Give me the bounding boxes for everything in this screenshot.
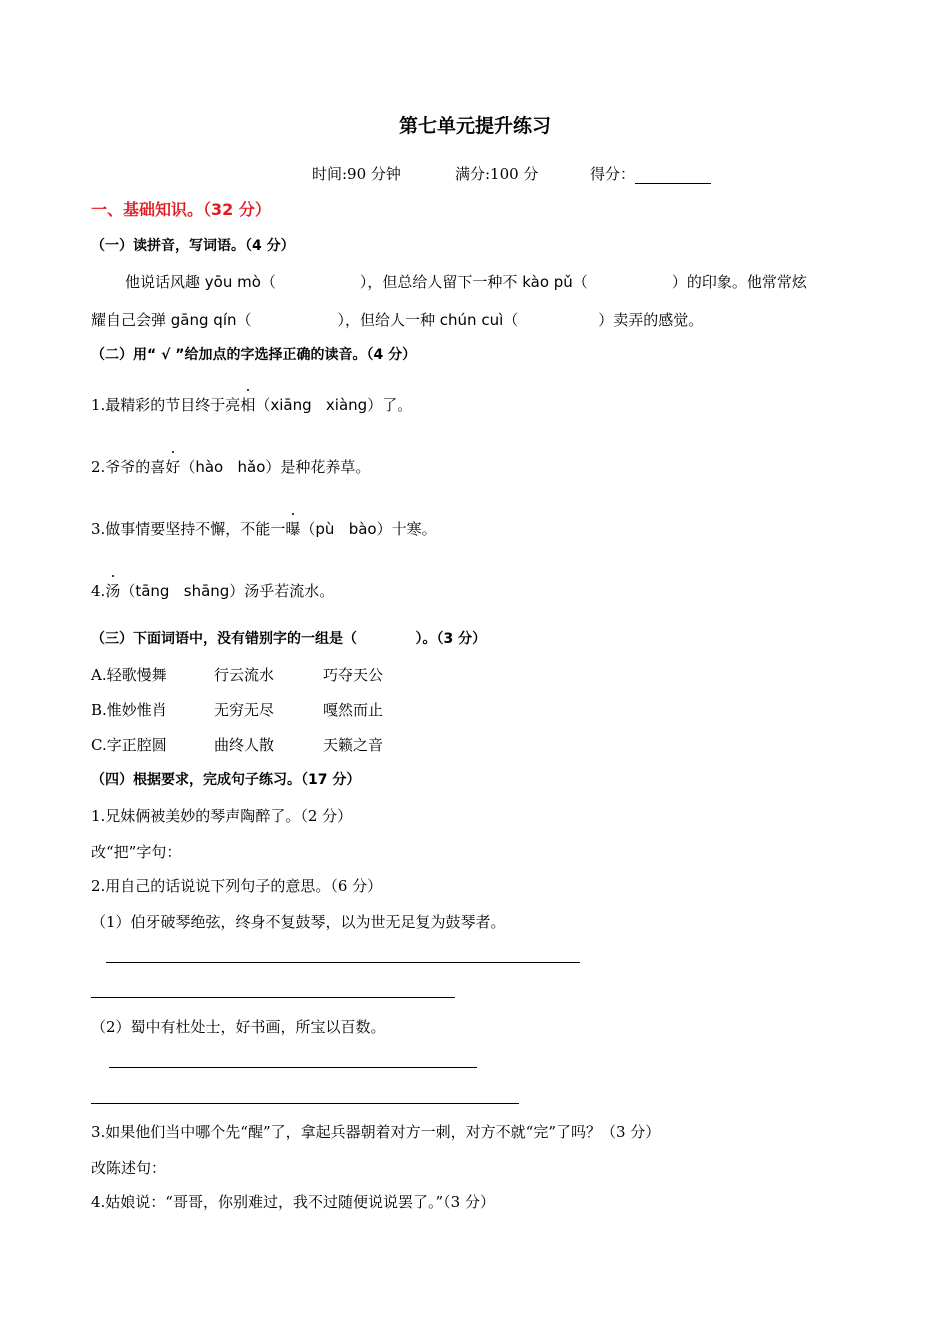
answer-line[interactable] — [91, 997, 455, 998]
dotted-char: 好 — [165, 458, 181, 476]
reading-item-4: 4.汤（tāng shāng）汤乎若流水。 — [91, 582, 335, 600]
section-heading: 一、基础知识。（32 分） — [91, 200, 271, 219]
dotted-char: 曝 — [285, 520, 301, 538]
pinyin-kao-pu: kào pǔ — [522, 273, 573, 291]
pinyin-you-mo: yōu mò — [204, 273, 261, 291]
question-2-sentence-2: （2）蜀中有杜处士，好书画，所宝以百数。 — [91, 1018, 386, 1036]
part3-heading: （三）下面词语中，没有错别字的一组是（ ）。（3 分） — [91, 631, 487, 647]
reading-item-1: 1.最精彩的节目终于亮相（xiāng xiàng）了。 — [91, 396, 413, 414]
page-title: 第七单元提升练习 — [398, 115, 551, 137]
question-1: 1.兄妹俩被美妙的琴声陶醉了。（2 分） — [91, 807, 353, 825]
part2-heading: （二）用“ √ ”给加点的字选择正确的读音。（4 分） — [91, 347, 417, 363]
reading-item-3: 3.做事情要坚持不懈，不能一曝（pù bào）十寒。 — [91, 520, 437, 538]
pinyin-gang-qin: gāng qín — [170, 311, 237, 329]
answer-line[interactable] — [106, 962, 580, 963]
question-3-prompt: 改陈述句： — [91, 1159, 167, 1177]
question-1-prompt: 改“把”字句： — [91, 843, 182, 861]
full-score-label: 满分:100 分 — [455, 165, 539, 183]
option-b: B.惟妙惟肖 无穷无尽 嘎然而止 — [91, 701, 384, 719]
answer-line[interactable] — [91, 1103, 519, 1104]
answer-line[interactable] — [109, 1067, 477, 1068]
part4-heading: （四）根据要求，完成句子练习。（17 分） — [91, 772, 361, 788]
question-2: 2.用自己的话说说下列句子的意思。（6 分） — [91, 877, 383, 895]
option-c: C.字正腔圆 曲终人散 天籁之音 — [91, 736, 384, 754]
option-letter: C. — [91, 736, 107, 754]
dotted-char: 汤 — [105, 582, 121, 600]
reading-item-2: 2.爷爷的喜好（hào hǎo）是种花养草。 — [91, 458, 371, 476]
score-field: 得分： — [590, 164, 711, 184]
question-4: 4.姑娘说：“哥哥，你别难过，我不过随便说说罢了。”（3 分） — [91, 1193, 495, 1211]
time-label: 时间:90 分钟 — [312, 165, 401, 183]
option-letter: A. — [91, 666, 107, 684]
dotted-char: 相 — [240, 396, 256, 414]
pinyin-line-1: 他说话风趣 yōu mò（ ），但总给人留下一种不 kào pǔ（ ）的印象。他常常炫 — [125, 273, 807, 291]
part1-heading: （一）读拼音，写词语。（4 分） — [91, 238, 295, 254]
pinyin-line-2: 耀自己会弹 gāng qín（ ），但给人一种 chún cuì（ ）卖弄的感觉。 — [91, 311, 704, 329]
option-a: A.轻歌慢舞 行云流水 巧夺天公 — [91, 666, 384, 684]
question-3: 3.如果他们当中哪个先“醒”了，拿起兵器朝着对方一刺，对方不就“完”了吗？（3 分） — [91, 1123, 661, 1141]
question-2-sentence-1: （1）伯牙破琴绝弦，终身不复鼓琴，以为世无足复为鼓琴者。 — [91, 913, 506, 931]
option-letter: B. — [91, 701, 107, 719]
pinyin-chun-cui: chún cuì — [439, 311, 504, 329]
